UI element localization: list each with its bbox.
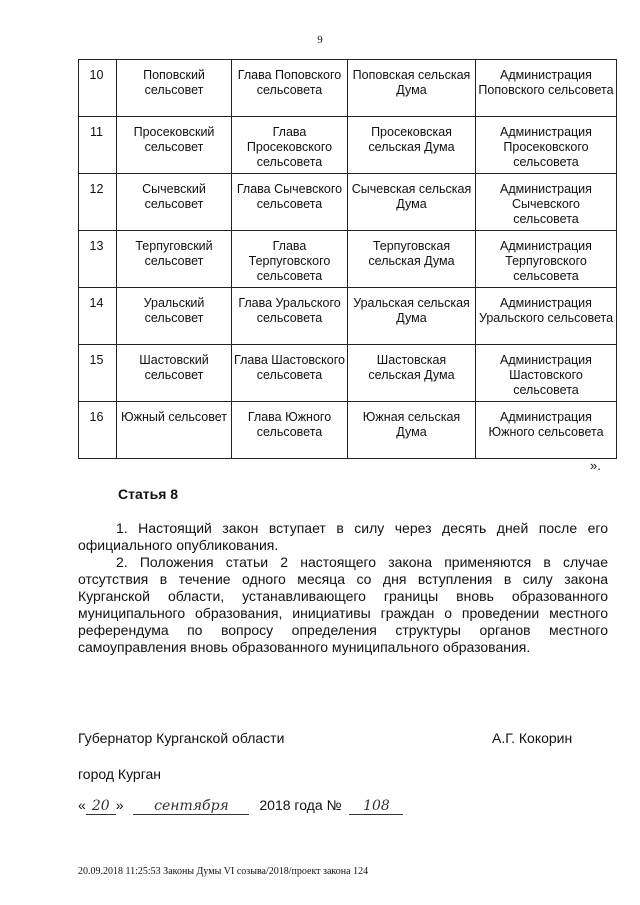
table-cell-duma: Поповская сельская Дума: [348, 60, 476, 117]
table-cell-duma: Сычевская сельская Дума: [348, 174, 476, 231]
table-cell-admin: Администрация Поповского сельсовета: [476, 60, 617, 117]
table-cell-duma: Южная сельская Дума: [348, 402, 476, 459]
date-line: [78, 797, 403, 815]
table-row: [79, 174, 617, 231]
table-cell-head: Глава Терпуговского сельсовета: [232, 231, 348, 288]
footer-timestamp: 20.09.2018 11:25:53 Законы Думы VI созыва/2018/проект закона 124: [78, 866, 369, 877]
article-paragraph-2: 2. Положения статьи 2 настоящего закона применяются в случае отсутствия в течение одного месяца со дня вступления в силу закона Курганской области, устанавливающего границы вновь образованного муниципального образования, инициативы граждан о проведении местного референдума по вопросу определения структуры органов местного самоуправления вновь образованного муниципального образования.: [78, 554, 608, 655]
signature-position: Губернатор Курганской области: [78, 730, 285, 746]
table-cell-num: 13: [79, 231, 117, 288]
table-cell-settlement: Поповский сельсовет: [117, 60, 232, 117]
date-month: сентября: [133, 798, 249, 815]
table-cell-settlement: Шастовский сельсовет: [117, 345, 232, 402]
date-open-quote: «: [78, 797, 86, 813]
city: город Курган: [78, 766, 162, 782]
table-cell-admin: Администрация Терпуговского сельсовета: [476, 231, 617, 288]
signature-name: А.Г. Кокорин: [492, 730, 573, 746]
table-cell-settlement: Южный сельсовет: [117, 402, 232, 459]
municipal-structure-table: [78, 59, 617, 459]
table-row: [79, 231, 617, 288]
table-cell-settlement: Уральский сельсовет: [117, 288, 232, 345]
article-title: Статья 8: [118, 486, 179, 502]
table-row: [79, 345, 617, 402]
closing-quote: ».: [590, 458, 601, 473]
table-cell-num: 15: [79, 345, 117, 402]
table-row: [79, 402, 617, 459]
table-cell-duma: Уральская сельская Дума: [348, 288, 476, 345]
article-paragraph-1: 1. Настоящий закон вступает в силу через десять дней после его официального опубликования.: [78, 520, 608, 553]
table-row: [79, 117, 617, 174]
table-cell-num: 14: [79, 288, 117, 345]
table-cell-head: Глава Шастовского сельсовета: [232, 345, 348, 402]
table-cell-duma: Просековская сельская Дума: [348, 117, 476, 174]
page-number: 9: [317, 34, 323, 46]
table-cell-num: 11: [79, 117, 117, 174]
table-cell-num: 12: [79, 174, 117, 231]
table-cell-head: Глава Уральского сельсовета: [232, 288, 348, 345]
table-cell-num: 10: [79, 60, 117, 117]
table-cell-admin: Администрация Просековского сельсовета: [476, 117, 617, 174]
date-day: 20: [86, 798, 116, 815]
law-number: 108: [349, 798, 403, 815]
table-cell-head: Глава Просековского сельсовета: [232, 117, 348, 174]
table-row: [79, 288, 617, 345]
date-year-text: 2018 года №: [259, 797, 342, 813]
table-cell-settlement: Просековский сельсовет: [117, 117, 232, 174]
table-cell-head: Глава Сычевского сельсовета: [232, 174, 348, 231]
date-close-quote: »: [115, 797, 124, 813]
table-cell-admin: Администрация Уральского сельсовета: [476, 288, 617, 345]
table-cell-admin: Администрация Шастовского сельсовета: [476, 345, 617, 402]
table-cell-admin: Администрация Южного сельсовета: [476, 402, 617, 459]
table-cell-admin: Администрация Сычевского сельсовета: [476, 174, 617, 231]
table-cell-duma: Шастовская сельская Дума: [348, 345, 476, 402]
table-cell-settlement: Сычевский сельсовет: [117, 174, 232, 231]
table-cell-duma: Терпуговская сельская Дума: [348, 231, 476, 288]
table-cell-head: Глава Поповского сельсовета: [232, 60, 348, 117]
table-row: [79, 60, 617, 117]
table-cell-settlement: Терпуговский сельсовет: [117, 231, 232, 288]
table-cell-head: Глава Южного сельсовета: [232, 402, 348, 459]
table-cell-num: 16: [79, 402, 117, 459]
